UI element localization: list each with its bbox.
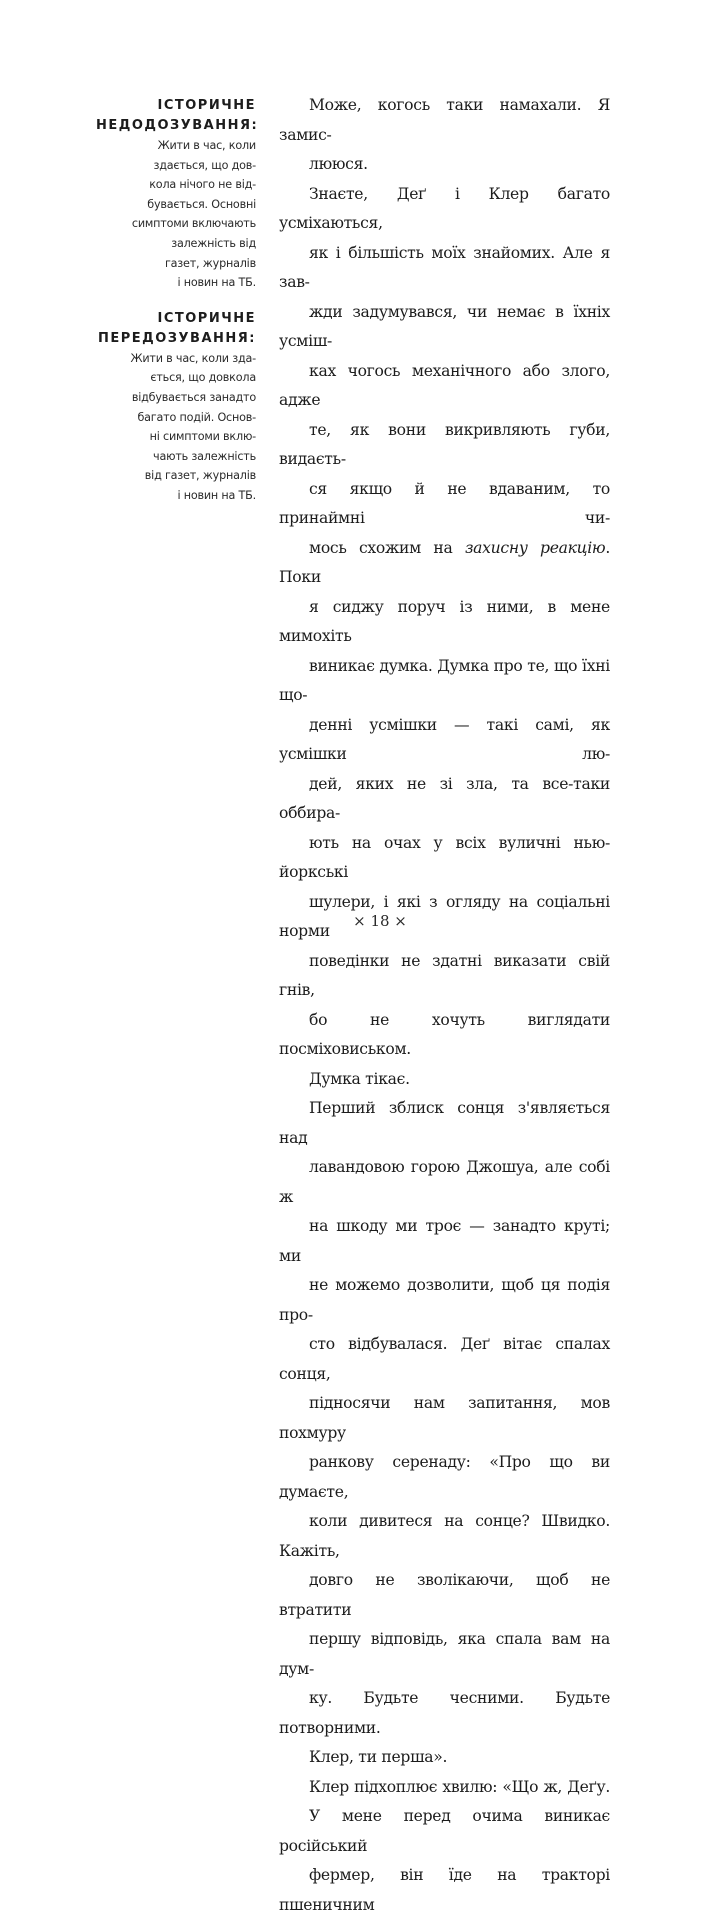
text-line: як і більшість моїх знайомих. Але я зав- bbox=[279, 239, 610, 298]
text-line: фермер, він їде на тракторі пшеничним bbox=[279, 1861, 610, 1920]
glossary-definition bbox=[96, 349, 256, 506]
glossary-term-line: ІСТОРИЧНЕ bbox=[96, 96, 256, 116]
glossary-definition-line: ється, що довкола bbox=[96, 368, 256, 388]
glossary-definition-line: залежність від bbox=[96, 234, 256, 254]
glossary-definition-line: кола нічого не від- bbox=[96, 175, 256, 195]
text-line: жди задумувався, чи немає в їхніх усміш- bbox=[279, 298, 610, 357]
text-line: підносячи нам запитання, мов похмуру bbox=[279, 1389, 610, 1448]
text-line: лавандовою горою Джошуа, але собі ж bbox=[279, 1153, 610, 1212]
text-line: ранкову серенаду: «Про що ви думаєте, bbox=[279, 1448, 610, 1507]
glossary-term-line: НЕДОДОЗУВАННЯ: bbox=[96, 116, 256, 136]
text-line: поведінки не здатні виказати свій гнів, bbox=[279, 947, 610, 1006]
text-line: ють на очах у всіх вуличні нью-йоркські bbox=[279, 829, 610, 888]
text-line: ках чогось механічного або злого, адже bbox=[279, 357, 610, 416]
text-line: на шкоду ми троє — занадто круті; ми bbox=[279, 1212, 610, 1271]
glossary-term-line: ІСТОРИЧНЕ bbox=[96, 309, 256, 329]
text-line: я сиджу поруч із ними, в мене мимохіть bbox=[279, 593, 610, 652]
text-line: Клер підхоплює хвилю: «Що ж, Деґу. bbox=[279, 1773, 610, 1803]
emphasis: захисну реакцію bbox=[465, 539, 605, 557]
margin-glossary bbox=[96, 96, 256, 522]
glossary-term bbox=[96, 309, 256, 349]
glossary-entry bbox=[96, 96, 256, 293]
glossary-definition-line: від газет, журналів bbox=[96, 466, 256, 486]
text-line: не можемо дозволити, щоб ця подія про- bbox=[279, 1271, 610, 1330]
glossary-definition-line: багато подій. Основ- bbox=[96, 408, 256, 428]
text-line: денні усмішки — такі самі, як усмішки лю- bbox=[279, 711, 610, 770]
text-line: коли дивитеся на сонце? Швидко. Кажіть, bbox=[279, 1507, 610, 1566]
text-line: бо не хочуть виглядати посміховиськом. bbox=[279, 1006, 610, 1065]
text-line: Перший зблиск сонця з'являється над bbox=[279, 1094, 610, 1153]
glossary-definition-line: чають залежність bbox=[96, 447, 256, 467]
page-number: × 18 × bbox=[80, 912, 680, 930]
paragraph bbox=[279, 180, 610, 1095]
glossary-definition-line: ні симптоми вклю- bbox=[96, 427, 256, 447]
glossary-definition-line: Жити в час, коли bbox=[96, 136, 256, 156]
glossary-definition-line: здається, що дов- bbox=[96, 156, 256, 176]
glossary-definition-line: і новин на ТБ. bbox=[96, 273, 256, 293]
glossary-term bbox=[96, 96, 256, 136]
text-line: те, як вони викривляють губи, видаєть- bbox=[279, 416, 610, 475]
text-line: шулери, і які з огляду на соціальні норми bbox=[279, 888, 610, 947]
text-line: Знаєте, Деґ і Клер багато усміхаються, bbox=[279, 180, 610, 239]
glossary-definition bbox=[96, 136, 256, 293]
text-line: довго не зволікаючи, щоб не втратити bbox=[279, 1566, 610, 1625]
paragraph bbox=[279, 1773, 610, 1920]
text-line: дей, яких не зі зла, та все-таки оббира- bbox=[279, 770, 610, 829]
glossary-definition-line: газет, журналів bbox=[96, 254, 256, 274]
glossary-definition-line: і новин на ТБ. bbox=[96, 486, 256, 506]
text-line: сто відбувалася. Деґ вітає спалах сонця, bbox=[279, 1330, 610, 1389]
paragraph bbox=[279, 1094, 610, 1773]
text-line: Думка тікає. bbox=[279, 1065, 610, 1095]
glossary-term-line: ПЕРЕДОЗУВАННЯ: bbox=[96, 329, 256, 349]
body-text bbox=[279, 91, 610, 1920]
glossary-definition-line: відбувається занадто bbox=[96, 388, 256, 408]
text-line: У мене перед очима виникає російський bbox=[279, 1802, 610, 1861]
glossary-definition-line: симптоми включають bbox=[96, 214, 256, 234]
glossary-definition-line: Жити в час, коли зда- bbox=[96, 349, 256, 369]
text-line: ся якщо й не вдаваним, то принаймні чи- bbox=[279, 475, 610, 534]
glossary-definition-line: бувається. Основні bbox=[96, 195, 256, 215]
text-line: лююся. bbox=[279, 150, 610, 180]
text-line: Може, когось таки намахали. Я замис- bbox=[279, 91, 610, 150]
text-line: мось схожим на захисну реакцію. Поки bbox=[279, 534, 610, 593]
text-line: першу відповідь, яка спала вам на дум- bbox=[279, 1625, 610, 1684]
glossary-entry bbox=[96, 309, 256, 506]
text-line: виникає думка. Думка про те, що їхні що- bbox=[279, 652, 610, 711]
text-line: ку. Будьте чесними. Будьте потворними. bbox=[279, 1684, 610, 1743]
text-line: Клер, ти перша». bbox=[279, 1743, 610, 1773]
paragraph bbox=[279, 91, 610, 180]
